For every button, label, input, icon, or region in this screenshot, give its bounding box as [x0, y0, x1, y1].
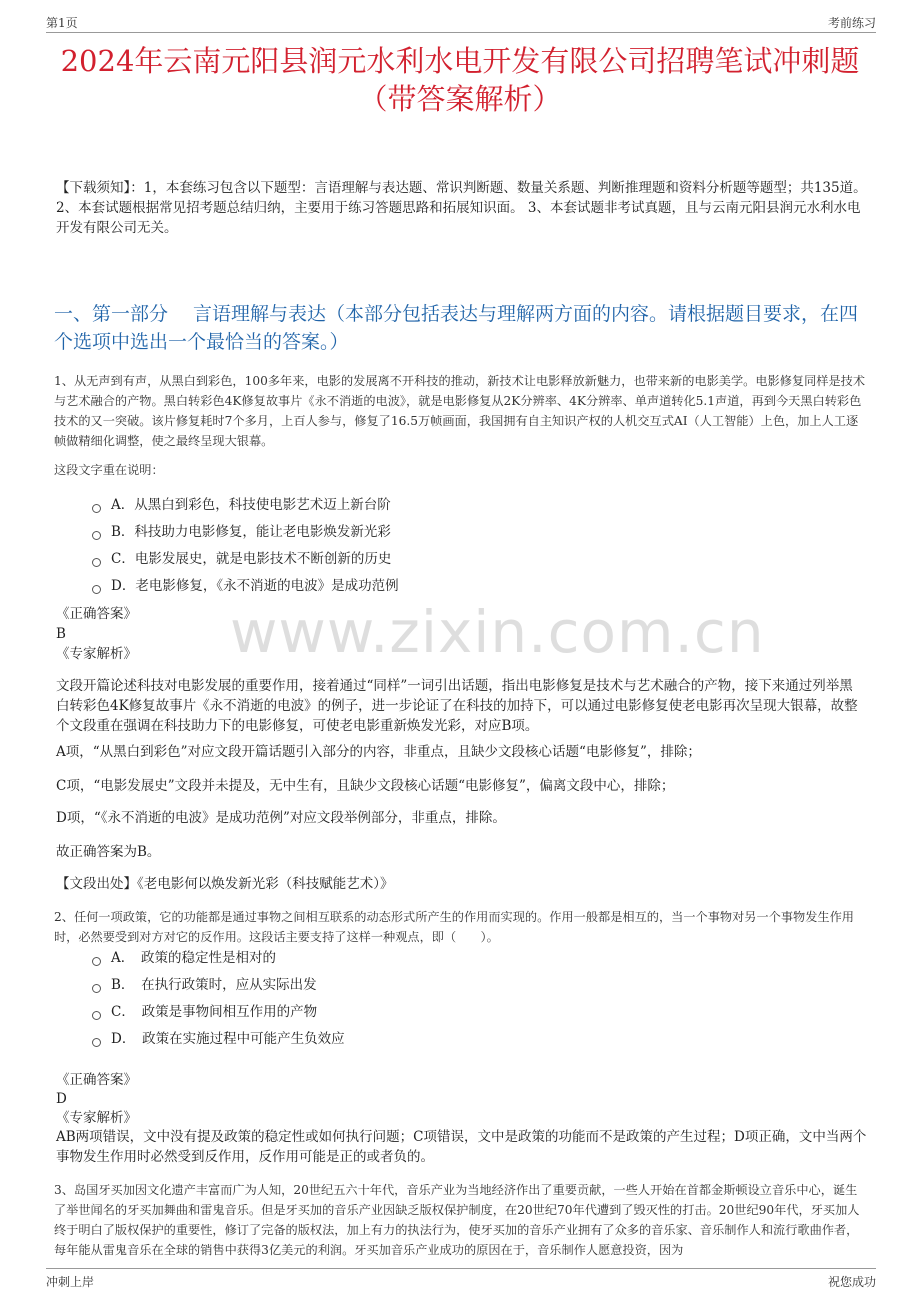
watermark: www.zixin.com.cn: [230, 598, 765, 666]
question-2-options: [92, 947, 345, 1055]
analysis-paragraph: D项，“《永不消逝的电波》是成功范例”对应文段举例部分，非重点，排除。: [56, 810, 506, 826]
question-1-options: [92, 494, 399, 602]
option-d[interactable]: D． 政策在实施过程中可能产生负效应: [92, 1028, 345, 1055]
analysis-paragraph: 故正确答案为B。: [56, 844, 161, 860]
answer-value: D: [56, 1091, 67, 1107]
radio-icon[interactable]: [92, 558, 101, 567]
option-a[interactable]: A．从黑白到彩色，科技使电影艺术迈上新台阶: [92, 494, 399, 521]
radio-icon[interactable]: [92, 1038, 101, 1047]
analysis-label: 《专家解析》: [56, 1110, 137, 1126]
title-line-1: 2024年云南元阳县润元水利水电开发有限公司招聘笔试冲刺题: [60, 44, 860, 78]
analysis-paragraph: A项，“从黑白到彩色”对应文段开篇话题引入部分的内容，非重点，且缺少文段核心话题“电影修复”，排除；: [56, 744, 701, 760]
radio-icon[interactable]: [92, 957, 101, 966]
question-1-prompt: 这段文字重在说明：: [54, 463, 164, 477]
analysis-paragraph: C项，“电影发展史”文段并未提及，无中生有，且缺少文段核心话题“电影修复”，偏离文段中心，排除；: [56, 778, 675, 794]
section-heading: 一、第一部分 言语理解与表达（本部分包括表达与理解两方面的内容。请根据题目要求，在四个选项中选出一个最恰当的答案。）: [54, 303, 859, 353]
download-notice: 【下载须知】：1，本套练习包含以下题型：言语理解与表达题、常识判断题、数量关系题、判断推理题和资料分析题等题型；共135道。 2、本套试题根据常见招考题总结归纳，主要用于练习答题思路和拓展知识面。 3、本套试题非考试真题，且与云南元阳县润元水利水电开发有限公司无关。: [56, 180, 867, 236]
document-title: [30, 42, 890, 118]
option-a[interactable]: A． 政策的稳定性是相对的: [92, 947, 345, 974]
option-c[interactable]: C． 政策是事物间相互作用的产物: [92, 1001, 345, 1028]
radio-icon[interactable]: [92, 504, 101, 513]
radio-icon[interactable]: [92, 585, 101, 594]
option-b[interactable]: B． 在执行政策时，应从实际出发: [92, 974, 345, 1001]
page-header: [46, 12, 876, 33]
source-note: 【文段出处】《老电影何以焕发新光彩（科技赋能艺术）》: [56, 876, 394, 892]
option-c[interactable]: C．电影发展史，就是电影技术不断创新的历史: [92, 548, 399, 575]
analysis-paragraph: AB两项错误，文中没有提及政策的稳定性或如何执行问题；C项错误，文中是政策的功能而不是政策的产生过程；D项正确，文中当两个事物发生作用时必然受到反作用，反作用可能是正的或者负的。: [56, 1129, 867, 1165]
radio-icon[interactable]: [92, 531, 101, 540]
question-3-stem: 3、岛国牙买加因文化遗产丰富而广为人知，20世纪五六十年代，音乐产业为当地经济作出了重要贡献，一些人开始在首都金斯顿设立音乐中心，诞生了举世闻名的牙买加舞曲和雷鬼音乐。但是牙买加的音乐产业因缺乏版权保护制度，在20世纪70年代遭到了毁灭性的打击。20世纪90年代，牙买加人终于明白了版权保护的重要性，修订了完备的版权法，加上有力的执法行为，使牙买加的音乐产业拥有了众多的音乐家、音乐制作人和流行歌曲作者，每年能从雷鬼音乐在全球的销售中获得3亿美元的利润。牙买加音乐产业成功的原因在于，音乐制作人愿意投资，因为: [54, 1183, 860, 1257]
question-2-stem: 2、任何一项政策，它的功能都是通过事物之间相互联系的动态形式所产生的作用而实现的。作用一般都是相互的，当一个事物对另一个事物发生作用时，必然要受到对方对它的反作用。这段话主要支持了这样一种观点，即（ ）。: [54, 910, 854, 944]
answer-label: 《正确答案》: [56, 1072, 137, 1088]
footer-right: 祝您成功: [827, 1275, 876, 1289]
page-number: 第1页: [46, 16, 78, 30]
footer-left: 冲刺上岸: [46, 1275, 95, 1289]
option-d[interactable]: D．老电影修复，《永不消逝的电波》是成功范例: [92, 575, 399, 602]
answer-label: 《正确答案》: [56, 606, 137, 622]
answer-value: B: [56, 626, 66, 642]
header-tag: 考前练习: [827, 16, 876, 30]
analysis-paragraph: 文段开篇论述科技对电影发展的重要作用，接着通过“同样”一词引出话题，指出电影修复是技术与艺术融合的产物，接下来通过列举黑白转彩色4K修复故事片《永不消逝的电波》的例子，进一步论证了在科技的加持下，可以通过电影修复使老电影再次呈现大银幕，故整个文段重在强调在科技助力下的电影修复，可使老电影重新焕发光彩，对应B项。: [56, 678, 858, 734]
page-footer: [46, 1268, 876, 1289]
question-1-stem: 1、从无声到有声，从黑白到彩色，100多年来，电影的发展离不开科技的推动，新技术让电影释放新魅力，也带来新的电影美学。电影修复同样是技术与艺术融合的产物。黑白转彩色4K修复故事片《永不消逝的电波》，就是电影修复从2K分辨率、4K分辨率、单声道转化5.1声道，再到今天黑白转彩色技术的又一突破。该片修复耗时7个多月，上百人参与，修复了16.5万帧画面，我国拥有自主知识产权的人机交互式AI（人工智能）上色，加上人工逐帧做精细化调整，使之最终呈现大银幕。: [54, 374, 866, 448]
radio-icon[interactable]: [92, 984, 101, 993]
title-line-2: （带答案解析）: [358, 82, 562, 116]
analysis-label: 《专家解析》: [56, 646, 137, 662]
radio-icon[interactable]: [92, 1011, 101, 1020]
option-b[interactable]: B．科技助力电影修复，能让老电影焕发新光彩: [92, 521, 399, 548]
